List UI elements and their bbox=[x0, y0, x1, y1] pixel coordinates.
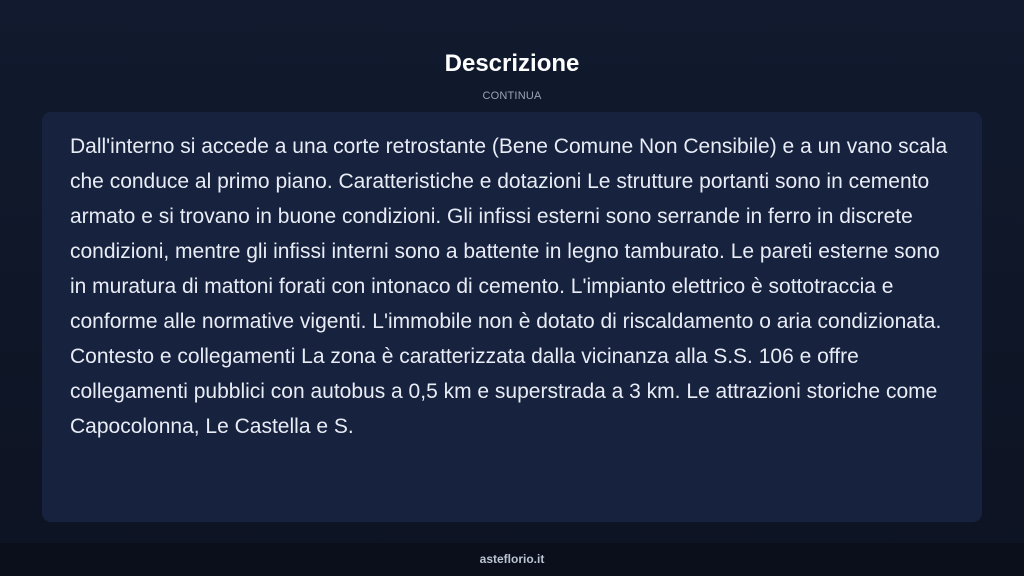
description-card bbox=[42, 112, 982, 522]
page-header bbox=[0, 48, 1024, 103]
continue-label: CONTINUA bbox=[482, 90, 542, 102]
description-text: Dall'interno si accede a una corte retrostante (Bene Comune Non Censibile) e a un vano scala che conduce al primo piano. Caratteristiche e dotazioni Le strutture portanti sono in cemento armato e si trovano in buone condizioni. Gli infissi esterni sono serrande in ferro in discrete condizioni, mentre gli infissi interni sono a battente in legno tamburato. Le pareti esterne sono in muratura di mattoni forati con intonaco di cemento. L'impianto elettrico è sottotraccia e conforme alle normative vigenti. L'immobile non è dotato di riscaldamento o aria condizionata. Contesto e collegamenti La zona è caratterizzata dalla vicinanza alla S.S. 106 e offre collegamenti pubblici con autobus a 0,5 km e superstrada a 3 km. Le attrazioni storiche come Capocolonna, Le Castella e S. bbox=[70, 135, 948, 438]
site-name: asteflorio.it bbox=[479, 552, 545, 566]
footer-bar bbox=[0, 543, 1024, 576]
page-title: Descrizione bbox=[444, 50, 580, 77]
